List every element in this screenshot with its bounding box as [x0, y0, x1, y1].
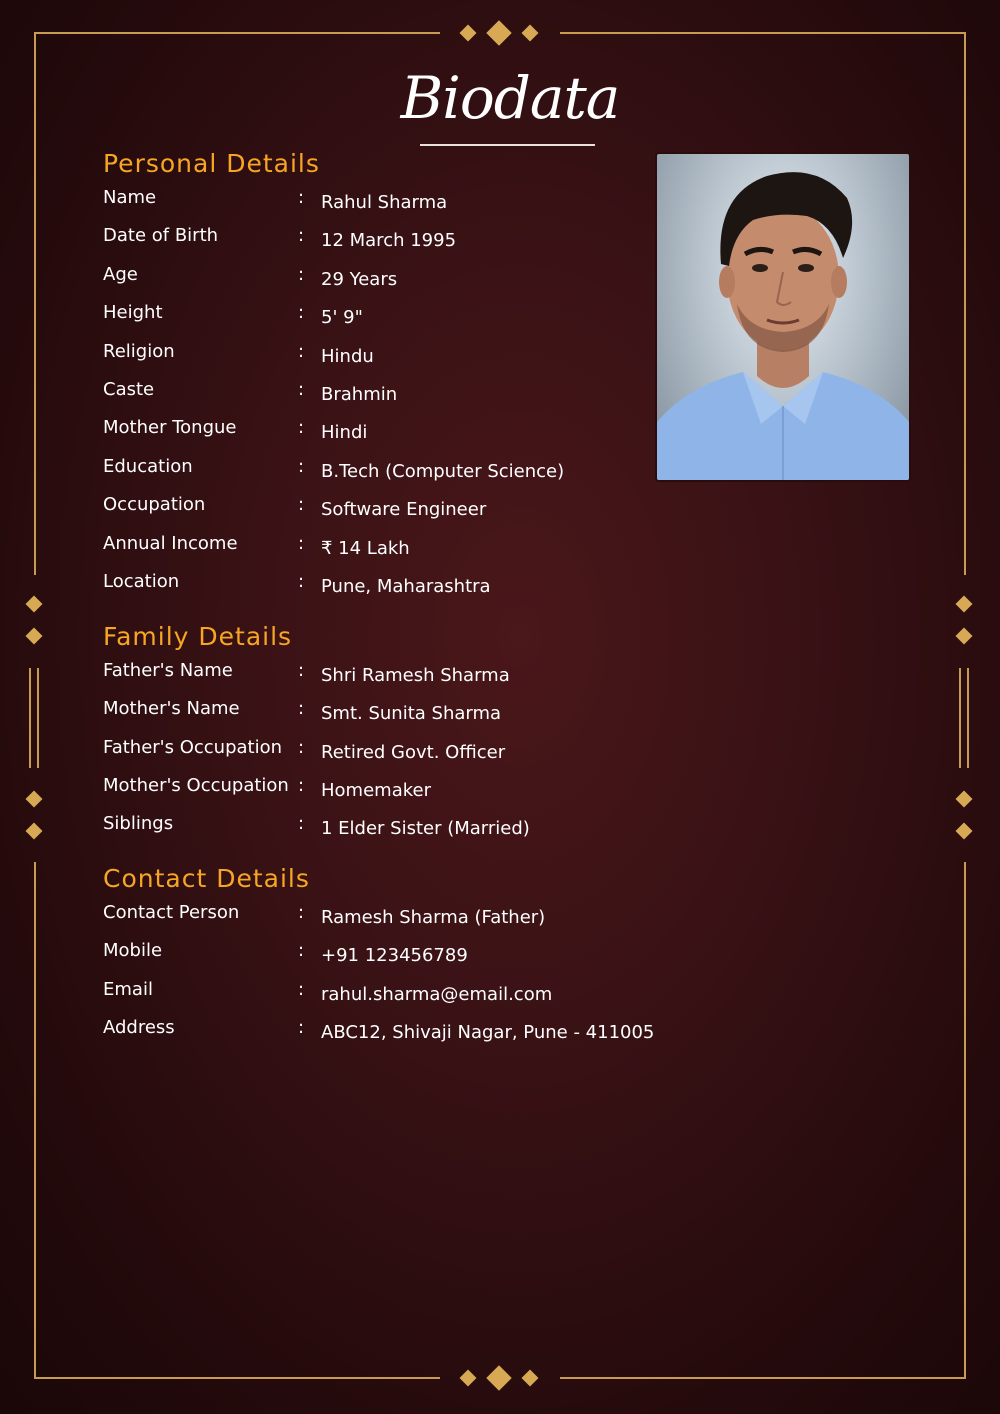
top-diamond-center-icon [486, 20, 511, 45]
field-value: Ramesh Sharma (Father) [321, 907, 546, 928]
field-value: 12 March 1995 [321, 230, 457, 251]
left-diamond-4-icon [26, 823, 43, 840]
separator: : [298, 456, 305, 477]
personal-row-religion [103, 340, 663, 370]
field-label: Education [103, 456, 193, 477]
personal-row-education [103, 455, 663, 485]
field-label: Mobile [103, 940, 163, 961]
separator: : [298, 494, 305, 515]
separator: : [298, 737, 305, 758]
contact-details-heading: Contact Details [103, 864, 310, 893]
top-diamond-right-icon [522, 25, 539, 42]
left-diamond-1-icon [26, 596, 43, 613]
separator: : [298, 940, 305, 961]
separator: : [298, 264, 305, 285]
field-value: Software Engineer [321, 499, 487, 520]
frame-top-right [560, 32, 966, 34]
separator: : [298, 225, 305, 246]
field-value: Hindi [321, 422, 368, 443]
profile-photo [655, 152, 911, 482]
frame-left-upper [34, 32, 36, 575]
family-row-father-occupation [103, 736, 663, 766]
page-title: Biodata [400, 64, 620, 132]
separator: : [298, 1017, 305, 1038]
frame-bottom-right [560, 1377, 966, 1379]
contact-row-mobile [103, 939, 663, 969]
personal-row-occupation [103, 493, 663, 523]
right-diamond-3-icon [956, 791, 973, 808]
field-label: Father's Name [103, 660, 233, 681]
field-label: Height [103, 302, 163, 323]
field-value: ABC12, Shivaji Nagar, Pune - 411005 [321, 1022, 655, 1043]
field-value: Retired Govt. Officer [321, 742, 506, 763]
field-label: Siblings [103, 813, 174, 834]
left-diamond-2-icon [26, 628, 43, 645]
field-label: Caste [103, 379, 155, 400]
field-label: Mother's Occupation [103, 775, 289, 796]
separator: : [298, 417, 305, 438]
portrait-photo-icon [657, 154, 909, 480]
title-underline [420, 144, 595, 146]
field-label: Occupation [103, 494, 206, 515]
separator: : [298, 533, 305, 554]
personal-details-heading: Personal Details [103, 149, 320, 178]
right-diamond-1-icon [956, 596, 973, 613]
field-value: B.Tech (Computer Science) [321, 461, 565, 482]
frame-bottom-left [34, 1377, 440, 1379]
frame-right-upper [964, 32, 966, 575]
family-row-father-name [103, 659, 663, 689]
frame-right-bar-1 [959, 668, 961, 768]
separator: : [298, 341, 305, 362]
field-value: Pune, Maharashtra [321, 576, 491, 597]
personal-row-caste [103, 378, 663, 408]
field-label: Date of Birth [103, 225, 219, 246]
field-label: Mother Tongue [103, 417, 237, 438]
bottom-diamond-left-icon [460, 1370, 477, 1387]
field-label: Name [103, 187, 157, 208]
separator: : [298, 979, 305, 1000]
right-diamond-4-icon [956, 823, 973, 840]
separator: : [298, 660, 305, 681]
field-value: +91 123456789 [321, 945, 468, 966]
field-label: Religion [103, 341, 175, 362]
field-label: Mother's Name [103, 698, 240, 719]
separator: : [298, 775, 305, 796]
bottom-diamond-center-icon [486, 1365, 511, 1390]
separator: : [298, 571, 305, 592]
field-label: Email [103, 979, 153, 1000]
personal-row-income [103, 532, 663, 562]
left-diamond-3-icon [26, 791, 43, 808]
separator: : [298, 187, 305, 208]
family-row-mother-occupation [103, 774, 663, 804]
field-value: rahul.sharma@email.com [321, 984, 553, 1005]
separator: : [298, 302, 305, 323]
bottom-diamond-right-icon [522, 1370, 539, 1387]
family-row-siblings [103, 812, 663, 842]
field-label: Annual Income [103, 533, 238, 554]
frame-right-bar-2 [967, 668, 969, 768]
field-label: Contact Person [103, 902, 240, 923]
field-value: 5' 9" [321, 307, 363, 328]
field-value: Shri Ramesh Sharma [321, 665, 510, 686]
field-value: Rahul Sharma [321, 192, 448, 213]
field-value: 1 Elder Sister (Married) [321, 818, 530, 839]
right-diamond-2-icon [956, 628, 973, 645]
personal-row-name [103, 186, 663, 216]
field-label: Location [103, 571, 180, 592]
personal-row-dob [103, 224, 663, 254]
personal-row-location [103, 570, 663, 600]
frame-top-left [34, 32, 440, 34]
personal-row-mother-tongue [103, 416, 663, 446]
personal-row-age [103, 263, 663, 293]
separator: : [298, 813, 305, 834]
field-label: Age [103, 264, 138, 285]
family-row-mother-name [103, 697, 663, 727]
personal-row-height [103, 301, 663, 331]
contact-row-address [103, 1016, 663, 1046]
family-details-heading: Family Details [103, 622, 293, 651]
field-value: 29 Years [321, 269, 398, 290]
top-diamond-left-icon [460, 25, 477, 42]
frame-left-bar-1 [29, 668, 31, 768]
contact-row-person [103, 901, 663, 931]
field-value: Hindu [321, 346, 374, 367]
field-label: Father's Occupation [103, 737, 283, 758]
frame-right-lower [964, 862, 966, 1379]
frame-left-bar-2 [37, 668, 39, 768]
separator: : [298, 902, 305, 923]
field-label: Address [103, 1017, 175, 1038]
frame-left-lower [34, 862, 36, 1379]
field-value: Brahmin [321, 384, 398, 405]
field-value: ₹ 14 Lakh [321, 538, 410, 559]
field-value: Smt. Sunita Sharma [321, 703, 502, 724]
field-value: Homemaker [321, 780, 431, 801]
contact-row-email [103, 978, 663, 1008]
separator: : [298, 698, 305, 719]
separator: : [298, 379, 305, 400]
